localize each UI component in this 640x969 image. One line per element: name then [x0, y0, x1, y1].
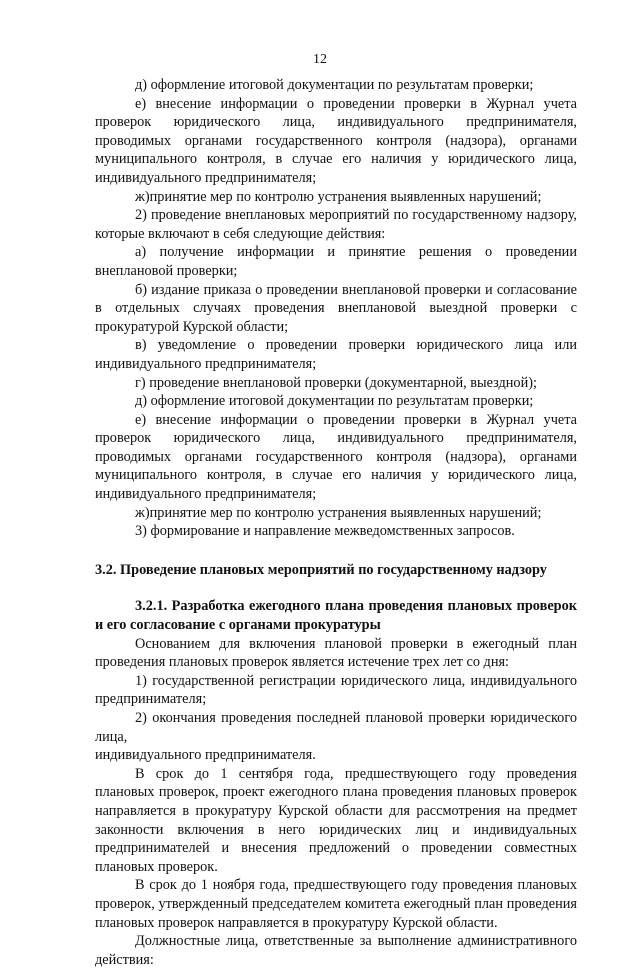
- list-item: 3) формирование и направление межведомственных запросов.: [135, 523, 515, 540]
- paragraph: В срок до 1 сентября года, предшествующего году проведения плановых проверок, проект ежегодного плана проведения плановых проверок направляется в прокуратуру Курской области для рассмотрения на предмет законности включения в него юридических лиц и индивидуальных предпринимателей и внесения предложений о проведении совместных плановых проверок.: [95, 765, 577, 875]
- paragraph: индивидуального предпринимателя.: [95, 747, 316, 764]
- paragraph: В срок до 1 ноября года, предшествующего году проведения плановых проверок, утвержденный председателем комитета ежегодный план проведения плановых проверок направляется в прокуратуру Курской области.: [95, 877, 577, 931]
- paragraph: 1) государственной регистрации юридического лица, индивидуального предпринимателя;: [95, 672, 577, 708]
- subsection-heading: 3.2.1. Разработка ежегодного плана проведения плановых проверок и его согласование с органами прокуратуры: [95, 598, 577, 634]
- list-item: е) внесение информации о проведении проверки в Журнал учета проверок юридического лица, индивидуального предпринимателя, проводимых органами государственного контроля (надзора), органами муниципального контроля, в случае его наличия у юридического лица, индивидуального предпринимателя;: [95, 95, 577, 186]
- list-item: г) проведение внеплановой проверки (документарной, выездной);: [135, 374, 537, 391]
- list-item: в) уведомление о проведении проверки юридического лица или индивидуального предпринимателя;: [95, 337, 577, 372]
- page-number: 12: [313, 52, 327, 67]
- list-item: а) получение информации и принятие решения о проведении внеплановой проверки;: [95, 244, 577, 279]
- list-item: ж)принятие мер по контролю устранения выявленных нарушений;: [135, 504, 542, 521]
- paragraph: Должностные лица, ответственные за выполнение административного действия:: [95, 933, 577, 968]
- document-body: [95, 76, 577, 969]
- list-item: 2) проведение внеплановых мероприятий по государственному надзору, которые включают в себя следующие действия:: [95, 207, 577, 242]
- list-item: д) оформление итоговой документации по результатам проверки;: [135, 393, 534, 410]
- paragraph: 2) окончания проведения последней плановой проверки юридического лица,: [95, 710, 577, 745]
- section-heading: 3.2. Проведение плановых мероприятий по государственному надзору: [95, 561, 547, 578]
- list-item: е) внесение информации о проведении проверки в Журнал учета проверок юридического лица, индивидуального предпринимателя, проводимых органами государственного контроля (надзора), органами муниципального контроля, в случае его наличия у юридического лица, индивидуального предпринимателя;: [95, 411, 577, 503]
- list-item: ж)принятие мер по контролю устранения выявленных нарушений;: [135, 188, 542, 205]
- list-item: б) издание приказа о проведении внеплановой проверки и согласование в отдельных случаях проведения внеплановой выездной проверки с прокуратурой Курской области;: [95, 281, 577, 335]
- paragraph: Основанием для включения плановой проверки в ежегодный план проведения плановых проверок является истечение трех лет со дня:: [95, 635, 577, 671]
- list-item: д) оформление итоговой документации по результатам проверки;: [135, 77, 534, 93]
